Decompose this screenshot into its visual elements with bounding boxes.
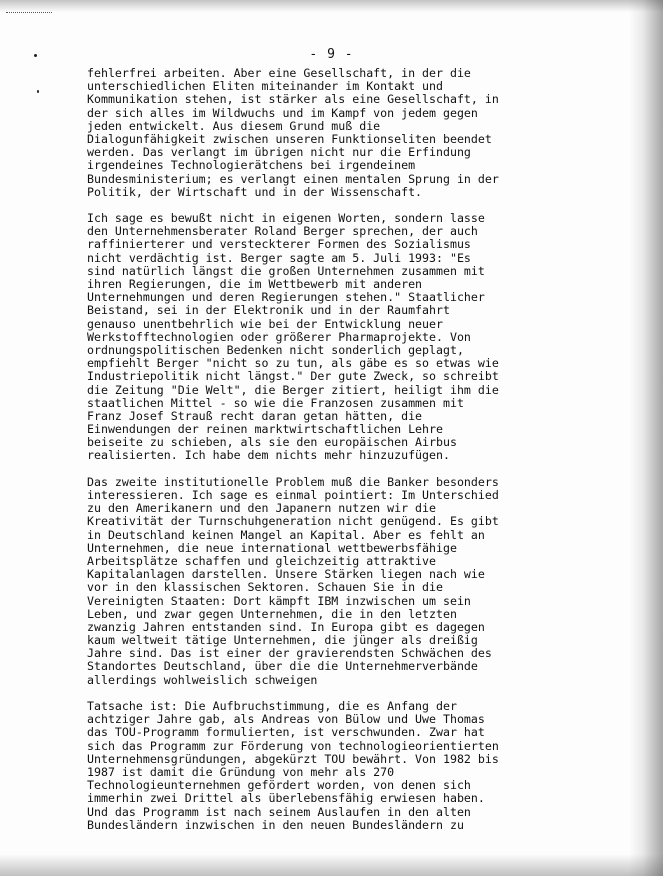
text-line: Technologieunternehmen gefördert worden, von denen sich: [87, 778, 471, 793]
text-line: Einwendungen der reinen marktwirtschaftlichen Lehre: [87, 422, 443, 437]
paragraph: [87, 700, 517, 832]
text-line: genauso unentbehrlich wie bei der Entwicklung neuer: [87, 316, 443, 331]
text-line: achtziger Jahre gab, als Andreas von Bülow und Uwe Thomas: [87, 712, 485, 727]
text-line: sind natürlich längst die großen Unternehmen zusammen mit: [87, 263, 485, 278]
scan-speck: [37, 90, 39, 93]
text-line: nicht verdächtig ist. Berger sagte am 5. Juli 1993: "Es: [87, 250, 471, 265]
text-line: sich das Programm zur Förderung von technologieorientierten: [87, 738, 499, 753]
text-line: Beistand, sei in der Elektronik und in der Raumfahrt: [87, 303, 450, 318]
text-line: Leben, und zwar gegen Unternehmen, die in den letzten: [87, 606, 457, 621]
text-line: den Unternehmensberater Roland Berger sprechen, der auch: [87, 224, 478, 239]
text-line: Industriepolitik nicht längst." Der gute Zweck, so schreibt: [87, 369, 499, 384]
text-line: Dialogunfähigkeit zwischen unseren Funktionseliten beendet: [87, 131, 492, 146]
text-line: ihren Regierungen, die im Wettbewerb mit anderen: [87, 277, 423, 291]
scan-edge-bottom: [0, 854, 663, 876]
text-line: Das zweite institutionelle Problem muß die Banker besonders: [87, 474, 499, 489]
text-line: kaum weltweit tätige Unternehmen, die jünger als dreißig: [87, 633, 478, 648]
text-line: jeden entwickelt. Aus diesem Grund muß die: [87, 118, 381, 133]
text-line: das TOU-Programm formulierten, ist verschwunden. Zwar hat: [87, 725, 485, 740]
paragraph: [87, 476, 517, 687]
paragraph: [87, 212, 517, 463]
text-line: Kapitalanlagen darstellen. Unsere Stärken liegen nach wie: [87, 567, 485, 582]
text-line: Werkstofftechnologien oder größerer Pharmaprojekte. Von: [87, 329, 471, 344]
text-line: Arbeitsplätze schaffen und gleichzeitig attraktive: [87, 553, 437, 568]
scan-edge-right: [629, 0, 663, 876]
text-line: unterschiedlichen Eliten miteinander im Kontakt und: [87, 79, 443, 94]
text-line: irgendeines Technologierätchens bei irgendeinem: [87, 158, 416, 173]
text-line: zu den Amerikanern und den Japanern nutzen wir die: [87, 501, 437, 516]
text-line: Franz Josef Strauß recht daran getan hätten, die: [87, 408, 423, 423]
text-line: in Deutschland keinen Mangel an Kapital. Aber es fehlt an: [87, 527, 485, 542]
text-line: beiseite zu schieben, als sie den europäischen Airbus: [87, 435, 457, 450]
text-line: Ich sage es bewußt nicht in eigenen Worten, sondern lasse: [87, 211, 485, 226]
text-line: Kreativität der Turnschuhgeneration nicht genügend. Es gibt: [87, 514, 499, 529]
document-body: [87, 67, 517, 845]
text-line: Bundesministerium; es verlangt einen mentalen Sprung in der: [87, 171, 499, 186]
text-line: der sich alles im Wildwuchs und im Kampf von jedem gegen: [87, 105, 478, 120]
text-line: immerhin zwei Drittel als überlebensfähig erwiesen haben.: [87, 791, 485, 806]
text-line: Unternehmensgründungen, abgekürzt TOU bewährt. Von 1982 bis: [87, 751, 499, 766]
text-line: 1987 ist damit die Gründung von mehr als 270: [87, 764, 395, 779]
text-line: Kommunikation stehen, ist stärker als eine Gesellschaft, in: [87, 92, 499, 107]
text-line: interessieren. Ich sage es einmal pointiert: Im Unterschied: [87, 488, 499, 502]
text-line: allerdings wohlweislich schweigen: [87, 672, 318, 687]
text-line: fehlerfrei arbeiten. Aber eine Gesellschaft, in der die: [87, 66, 471, 80]
text-line: Tatsache ist: Die Aufbruchstimmung, die es Anfang der: [87, 699, 457, 713]
text-line: vor in den klassischen Sektoren. Schauen Sie in die: [87, 580, 443, 595]
scan-corner-mark: [6, 2, 52, 13]
text-line: Unternehmungen und deren Regierungen stehen." Staatlicher: [87, 290, 485, 305]
text-line: realisierten. Ich habe dem nichts mehr hinzuzufügen.: [87, 448, 450, 463]
page-number: - 9 -: [309, 47, 354, 62]
text-line: die Zeitung "Die Welt", die Berger zitiert, heiligt ihm die: [87, 382, 499, 397]
text-line: zwanzig Jahren entstanden sind. In Europa gibt es dagegen: [87, 619, 485, 634]
text-line: Politik, der Wirtschaft und in der Wissenschaft.: [87, 184, 423, 199]
text-line: Und das Programm ist nach seinem Auslaufen in den alten: [87, 804, 471, 819]
text-line: Bundesländern inzwischen in den neuen Bundesländern zu: [87, 817, 464, 832]
scan-edge-top: [0, 0, 663, 12]
text-line: Vereinigten Staaten: Dort kämpft IBM inzwischen um sein: [87, 593, 471, 608]
text-line: ordnungspolitischen Bedenken nicht sonderlich geplagt,: [87, 342, 464, 357]
paragraph: [87, 67, 517, 199]
text-line: werden. Das verlangt im übrigen nicht nur die Erfindung: [87, 145, 471, 160]
text-line: staatlichen Mittel - so wie die Franzosen zusammen mit: [87, 395, 464, 410]
text-line: raffinierterer und versteckterer Formen des Sozialismus: [87, 237, 471, 252]
text-line: Standortes Deutschland, über die die Unternehmerverbände: [87, 659, 478, 674]
text-line: Jahre sind. Das ist einer der gravierendsten Schwächen des: [87, 646, 492, 661]
text-line: Unternehmen, die neue international wettbewerbsfähige: [87, 540, 457, 555]
text-line: empfiehlt Berger "nicht so zu tun, als gäbe es so etwas wie: [87, 356, 499, 371]
